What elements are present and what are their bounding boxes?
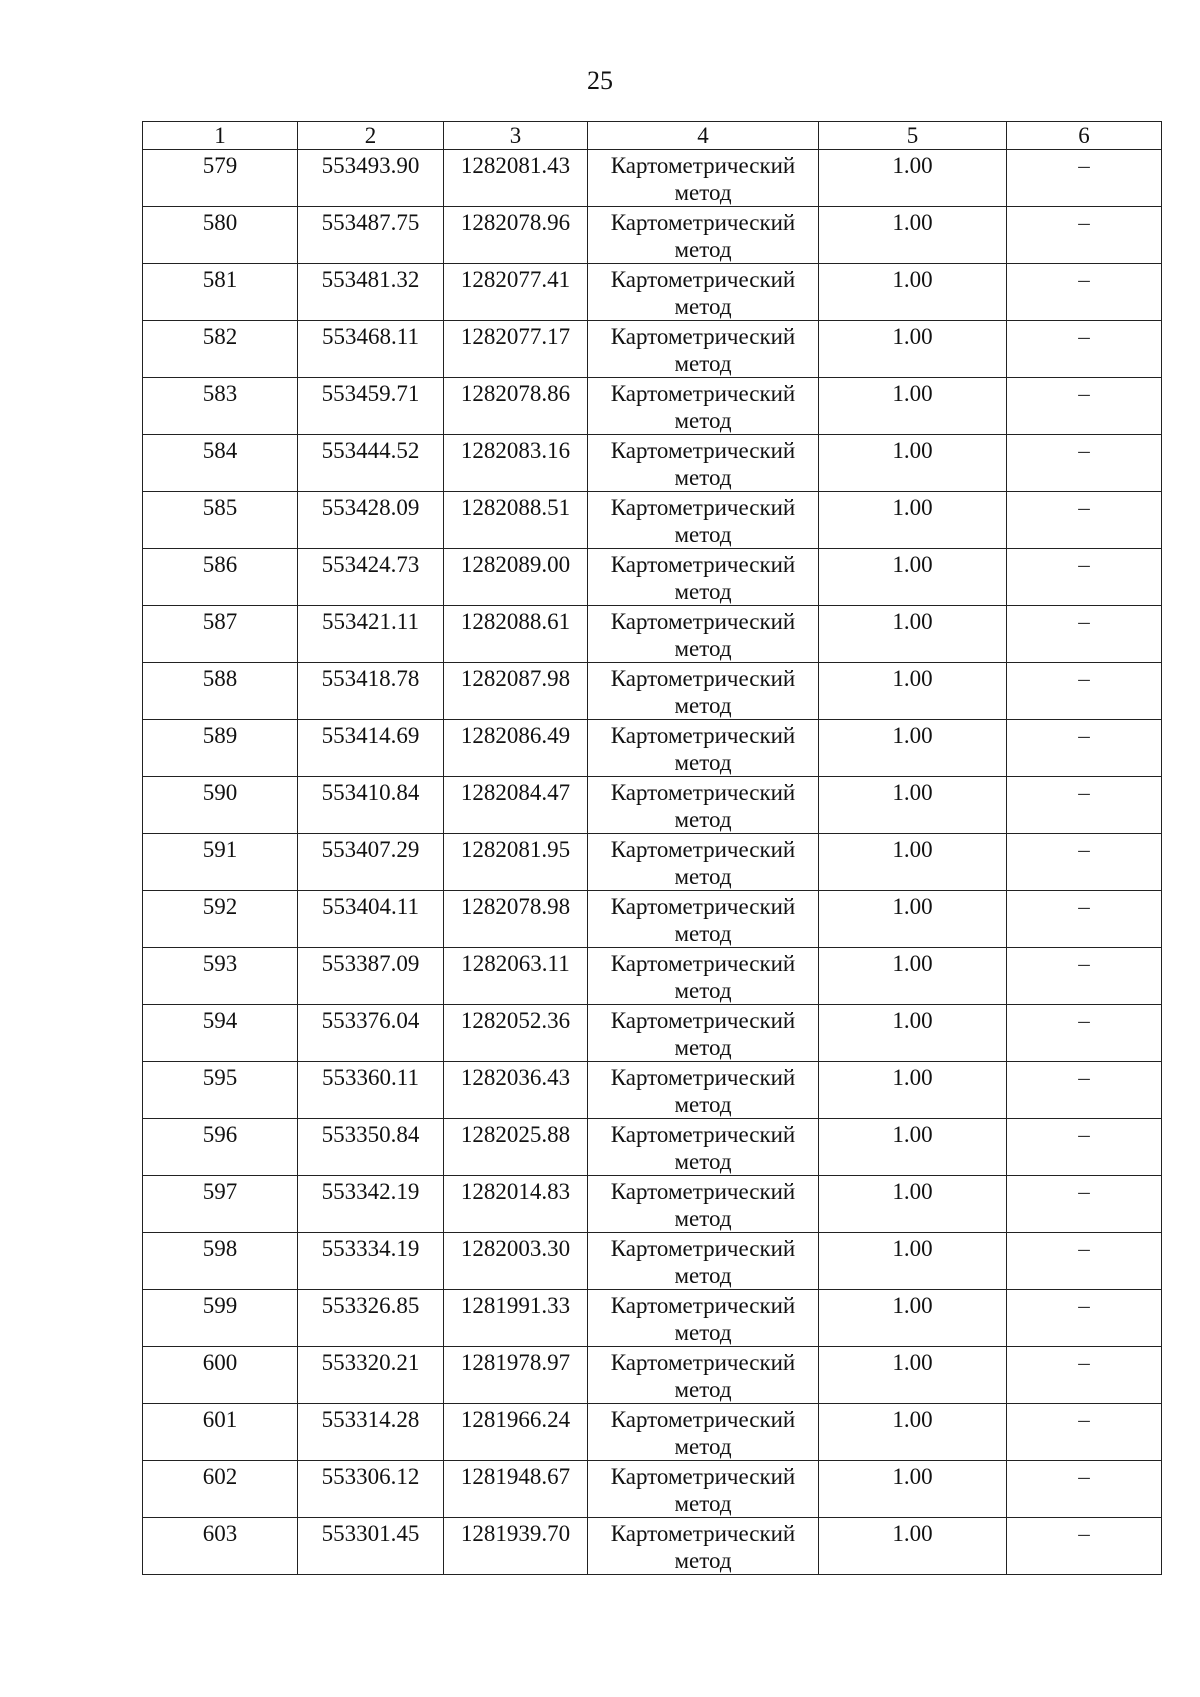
accuracy-cell: 1.00 xyxy=(819,948,1007,1005)
accuracy-cell: 1.00 xyxy=(819,549,1007,606)
table-row xyxy=(143,1062,1162,1119)
accuracy-cell: 1.00 xyxy=(819,1461,1007,1518)
table-row xyxy=(143,1119,1162,1176)
point-number-cell: 597 xyxy=(143,1176,298,1233)
y-coordinate-cell: 1282078.98 xyxy=(444,891,588,948)
y-coordinate-cell: 1282087.98 xyxy=(444,663,588,720)
method-cell: Картометрический метод xyxy=(588,1518,819,1575)
description-cell: – xyxy=(1007,948,1162,1005)
table-row xyxy=(143,150,1162,207)
table-row xyxy=(143,207,1162,264)
table-row xyxy=(143,720,1162,777)
page-number: 25 xyxy=(587,66,613,95)
description-cell: – xyxy=(1007,834,1162,891)
y-coordinate-cell: 1282081.95 xyxy=(444,834,588,891)
method-cell: Картометрический метод xyxy=(588,777,819,834)
accuracy-cell: 1.00 xyxy=(819,435,1007,492)
x-coordinate-cell: 553468.11 xyxy=(298,321,444,378)
column-header-6: 6 xyxy=(1007,122,1162,150)
table-row xyxy=(143,435,1162,492)
y-coordinate-cell: 1282052.36 xyxy=(444,1005,588,1062)
table-row xyxy=(143,663,1162,720)
method-cell: Картометрический метод xyxy=(588,1005,819,1062)
y-coordinate-cell: 1282036.43 xyxy=(444,1062,588,1119)
method-cell: Картометрический метод xyxy=(588,606,819,663)
description-cell: – xyxy=(1007,264,1162,321)
y-coordinate-cell: 1282078.86 xyxy=(444,378,588,435)
table-row xyxy=(143,1290,1162,1347)
description-cell: – xyxy=(1007,777,1162,834)
y-coordinate-cell: 1282025.88 xyxy=(444,1119,588,1176)
description-cell: – xyxy=(1007,1347,1162,1404)
description-cell: – xyxy=(1007,1176,1162,1233)
table-row xyxy=(143,492,1162,549)
y-coordinate-cell: 1282078.96 xyxy=(444,207,588,264)
description-cell: – xyxy=(1007,1233,1162,1290)
point-number-cell: 594 xyxy=(143,1005,298,1062)
x-coordinate-cell: 553487.75 xyxy=(298,207,444,264)
x-coordinate-cell: 553414.69 xyxy=(298,720,444,777)
accuracy-cell: 1.00 xyxy=(819,492,1007,549)
description-cell: – xyxy=(1007,1005,1162,1062)
description-cell: – xyxy=(1007,321,1162,378)
table-row xyxy=(143,549,1162,606)
y-coordinate-cell: 1282077.17 xyxy=(444,321,588,378)
description-cell: – xyxy=(1007,378,1162,435)
accuracy-cell: 1.00 xyxy=(819,321,1007,378)
accuracy-cell: 1.00 xyxy=(819,1347,1007,1404)
y-coordinate-cell: 1282084.47 xyxy=(444,777,588,834)
accuracy-cell: 1.00 xyxy=(819,720,1007,777)
description-cell: – xyxy=(1007,492,1162,549)
table-row xyxy=(143,891,1162,948)
table-row xyxy=(143,1461,1162,1518)
table-row xyxy=(143,1347,1162,1404)
table-row xyxy=(143,321,1162,378)
column-header-2: 2 xyxy=(298,122,444,150)
table-row xyxy=(143,264,1162,321)
method-cell: Картометрический метод xyxy=(588,891,819,948)
method-cell: Картометрический метод xyxy=(588,378,819,435)
accuracy-cell: 1.00 xyxy=(819,1518,1007,1575)
y-coordinate-cell: 1282089.00 xyxy=(444,549,588,606)
accuracy-cell: 1.00 xyxy=(819,1233,1007,1290)
method-cell: Картометрический метод xyxy=(588,549,819,606)
method-cell: Картометрический метод xyxy=(588,321,819,378)
description-cell: – xyxy=(1007,150,1162,207)
point-number-cell: 586 xyxy=(143,549,298,606)
table-row xyxy=(143,834,1162,891)
point-number-cell: 580 xyxy=(143,207,298,264)
table-body xyxy=(143,150,1162,1575)
point-number-cell: 590 xyxy=(143,777,298,834)
table-row xyxy=(143,378,1162,435)
table-row xyxy=(143,1005,1162,1062)
x-coordinate-cell: 553387.09 xyxy=(298,948,444,1005)
x-coordinate-cell: 553428.09 xyxy=(298,492,444,549)
point-number-cell: 603 xyxy=(143,1518,298,1575)
point-number-cell: 579 xyxy=(143,150,298,207)
accuracy-cell: 1.00 xyxy=(819,207,1007,264)
description-cell: – xyxy=(1007,549,1162,606)
accuracy-cell: 1.00 xyxy=(819,1176,1007,1233)
description-cell: – xyxy=(1007,1062,1162,1119)
column-header-1: 1 xyxy=(143,122,298,150)
y-coordinate-cell: 1282003.30 xyxy=(444,1233,588,1290)
method-cell: Картометрический метод xyxy=(588,663,819,720)
method-cell: Картометрический метод xyxy=(588,1176,819,1233)
accuracy-cell: 1.00 xyxy=(819,150,1007,207)
method-cell: Картометрический метод xyxy=(588,1233,819,1290)
y-coordinate-cell: 1282063.11 xyxy=(444,948,588,1005)
accuracy-cell: 1.00 xyxy=(819,1062,1007,1119)
accuracy-cell: 1.00 xyxy=(819,378,1007,435)
accuracy-cell: 1.00 xyxy=(819,834,1007,891)
x-coordinate-cell: 553326.85 xyxy=(298,1290,444,1347)
accuracy-cell: 1.00 xyxy=(819,606,1007,663)
point-number-cell: 585 xyxy=(143,492,298,549)
point-number-cell: 589 xyxy=(143,720,298,777)
table-row xyxy=(143,777,1162,834)
point-number-cell: 602 xyxy=(143,1461,298,1518)
x-coordinate-cell: 553493.90 xyxy=(298,150,444,207)
point-number-cell: 588 xyxy=(143,663,298,720)
table-row xyxy=(143,1176,1162,1233)
table-row xyxy=(143,948,1162,1005)
accuracy-cell: 1.00 xyxy=(819,891,1007,948)
method-cell: Картометрический метод xyxy=(588,1461,819,1518)
x-coordinate-cell: 553444.52 xyxy=(298,435,444,492)
method-cell: Картометрический метод xyxy=(588,948,819,1005)
y-coordinate-cell: 1282083.16 xyxy=(444,435,588,492)
x-coordinate-cell: 553421.11 xyxy=(298,606,444,663)
y-coordinate-cell: 1282086.49 xyxy=(444,720,588,777)
point-number-cell: 583 xyxy=(143,378,298,435)
method-cell: Картометрический метод xyxy=(588,1119,819,1176)
accuracy-cell: 1.00 xyxy=(819,663,1007,720)
x-coordinate-cell: 553350.84 xyxy=(298,1119,444,1176)
x-coordinate-cell: 553320.21 xyxy=(298,1347,444,1404)
accuracy-cell: 1.00 xyxy=(819,1119,1007,1176)
y-coordinate-cell: 1282077.41 xyxy=(444,264,588,321)
description-cell: – xyxy=(1007,663,1162,720)
point-number-cell: 599 xyxy=(143,1290,298,1347)
accuracy-cell: 1.00 xyxy=(819,1290,1007,1347)
y-coordinate-cell: 1282081.43 xyxy=(444,150,588,207)
description-cell: – xyxy=(1007,1290,1162,1347)
description-cell: – xyxy=(1007,435,1162,492)
column-header-4: 4 xyxy=(588,122,819,150)
description-cell: – xyxy=(1007,720,1162,777)
y-coordinate-cell: 1281991.33 xyxy=(444,1290,588,1347)
accuracy-cell: 1.00 xyxy=(819,1005,1007,1062)
description-cell: – xyxy=(1007,207,1162,264)
point-number-cell: 584 xyxy=(143,435,298,492)
method-cell: Картометрический метод xyxy=(588,264,819,321)
accuracy-cell: 1.00 xyxy=(819,1404,1007,1461)
method-cell: Картометрический метод xyxy=(588,834,819,891)
accuracy-cell: 1.00 xyxy=(819,777,1007,834)
point-number-cell: 598 xyxy=(143,1233,298,1290)
point-number-cell: 600 xyxy=(143,1347,298,1404)
x-coordinate-cell: 553301.45 xyxy=(298,1518,444,1575)
table-row xyxy=(143,1233,1162,1290)
y-coordinate-cell: 1282014.83 xyxy=(444,1176,588,1233)
y-coordinate-cell: 1281966.24 xyxy=(444,1404,588,1461)
method-cell: Картометрический метод xyxy=(588,492,819,549)
method-cell: Картометрический метод xyxy=(588,435,819,492)
y-coordinate-cell: 1281978.97 xyxy=(444,1347,588,1404)
method-cell: Картометрический метод xyxy=(588,1404,819,1461)
point-number-cell: 591 xyxy=(143,834,298,891)
x-coordinate-cell: 553314.28 xyxy=(298,1404,444,1461)
description-cell: – xyxy=(1007,1518,1162,1575)
method-cell: Картометрический метод xyxy=(588,150,819,207)
column-header-3: 3 xyxy=(444,122,588,150)
description-cell: – xyxy=(1007,1461,1162,1518)
method-cell: Картометрический метод xyxy=(588,720,819,777)
x-coordinate-cell: 553306.12 xyxy=(298,1461,444,1518)
point-number-cell: 595 xyxy=(143,1062,298,1119)
point-number-cell: 601 xyxy=(143,1404,298,1461)
description-cell: – xyxy=(1007,1404,1162,1461)
point-number-cell: 593 xyxy=(143,948,298,1005)
description-cell: – xyxy=(1007,1119,1162,1176)
x-coordinate-cell: 553376.04 xyxy=(298,1005,444,1062)
coordinates-table xyxy=(142,121,1162,1575)
point-number-cell: 581 xyxy=(143,264,298,321)
table-row xyxy=(143,1404,1162,1461)
x-coordinate-cell: 553334.19 xyxy=(298,1233,444,1290)
accuracy-cell: 1.00 xyxy=(819,264,1007,321)
x-coordinate-cell: 553360.11 xyxy=(298,1062,444,1119)
x-coordinate-cell: 553459.71 xyxy=(298,378,444,435)
x-coordinate-cell: 553407.29 xyxy=(298,834,444,891)
x-coordinate-cell: 553342.19 xyxy=(298,1176,444,1233)
y-coordinate-cell: 1281939.70 xyxy=(444,1518,588,1575)
table-row xyxy=(143,1518,1162,1575)
table-row xyxy=(143,606,1162,663)
y-coordinate-cell: 1282088.61 xyxy=(444,606,588,663)
method-cell: Картометрический метод xyxy=(588,207,819,264)
column-header-5: 5 xyxy=(819,122,1007,150)
point-number-cell: 596 xyxy=(143,1119,298,1176)
point-number-cell: 582 xyxy=(143,321,298,378)
x-coordinate-cell: 553481.32 xyxy=(298,264,444,321)
point-number-cell: 592 xyxy=(143,891,298,948)
table-header-row xyxy=(143,122,1162,150)
x-coordinate-cell: 553418.78 xyxy=(298,663,444,720)
x-coordinate-cell: 553404.11 xyxy=(298,891,444,948)
x-coordinate-cell: 553424.73 xyxy=(298,549,444,606)
description-cell: – xyxy=(1007,891,1162,948)
method-cell: Картометрический метод xyxy=(588,1062,819,1119)
point-number-cell: 587 xyxy=(143,606,298,663)
description-cell: – xyxy=(1007,606,1162,663)
y-coordinate-cell: 1281948.67 xyxy=(444,1461,588,1518)
x-coordinate-cell: 553410.84 xyxy=(298,777,444,834)
method-cell: Картометрический метод xyxy=(588,1290,819,1347)
method-cell: Картометрический метод xyxy=(588,1347,819,1404)
y-coordinate-cell: 1282088.51 xyxy=(444,492,588,549)
